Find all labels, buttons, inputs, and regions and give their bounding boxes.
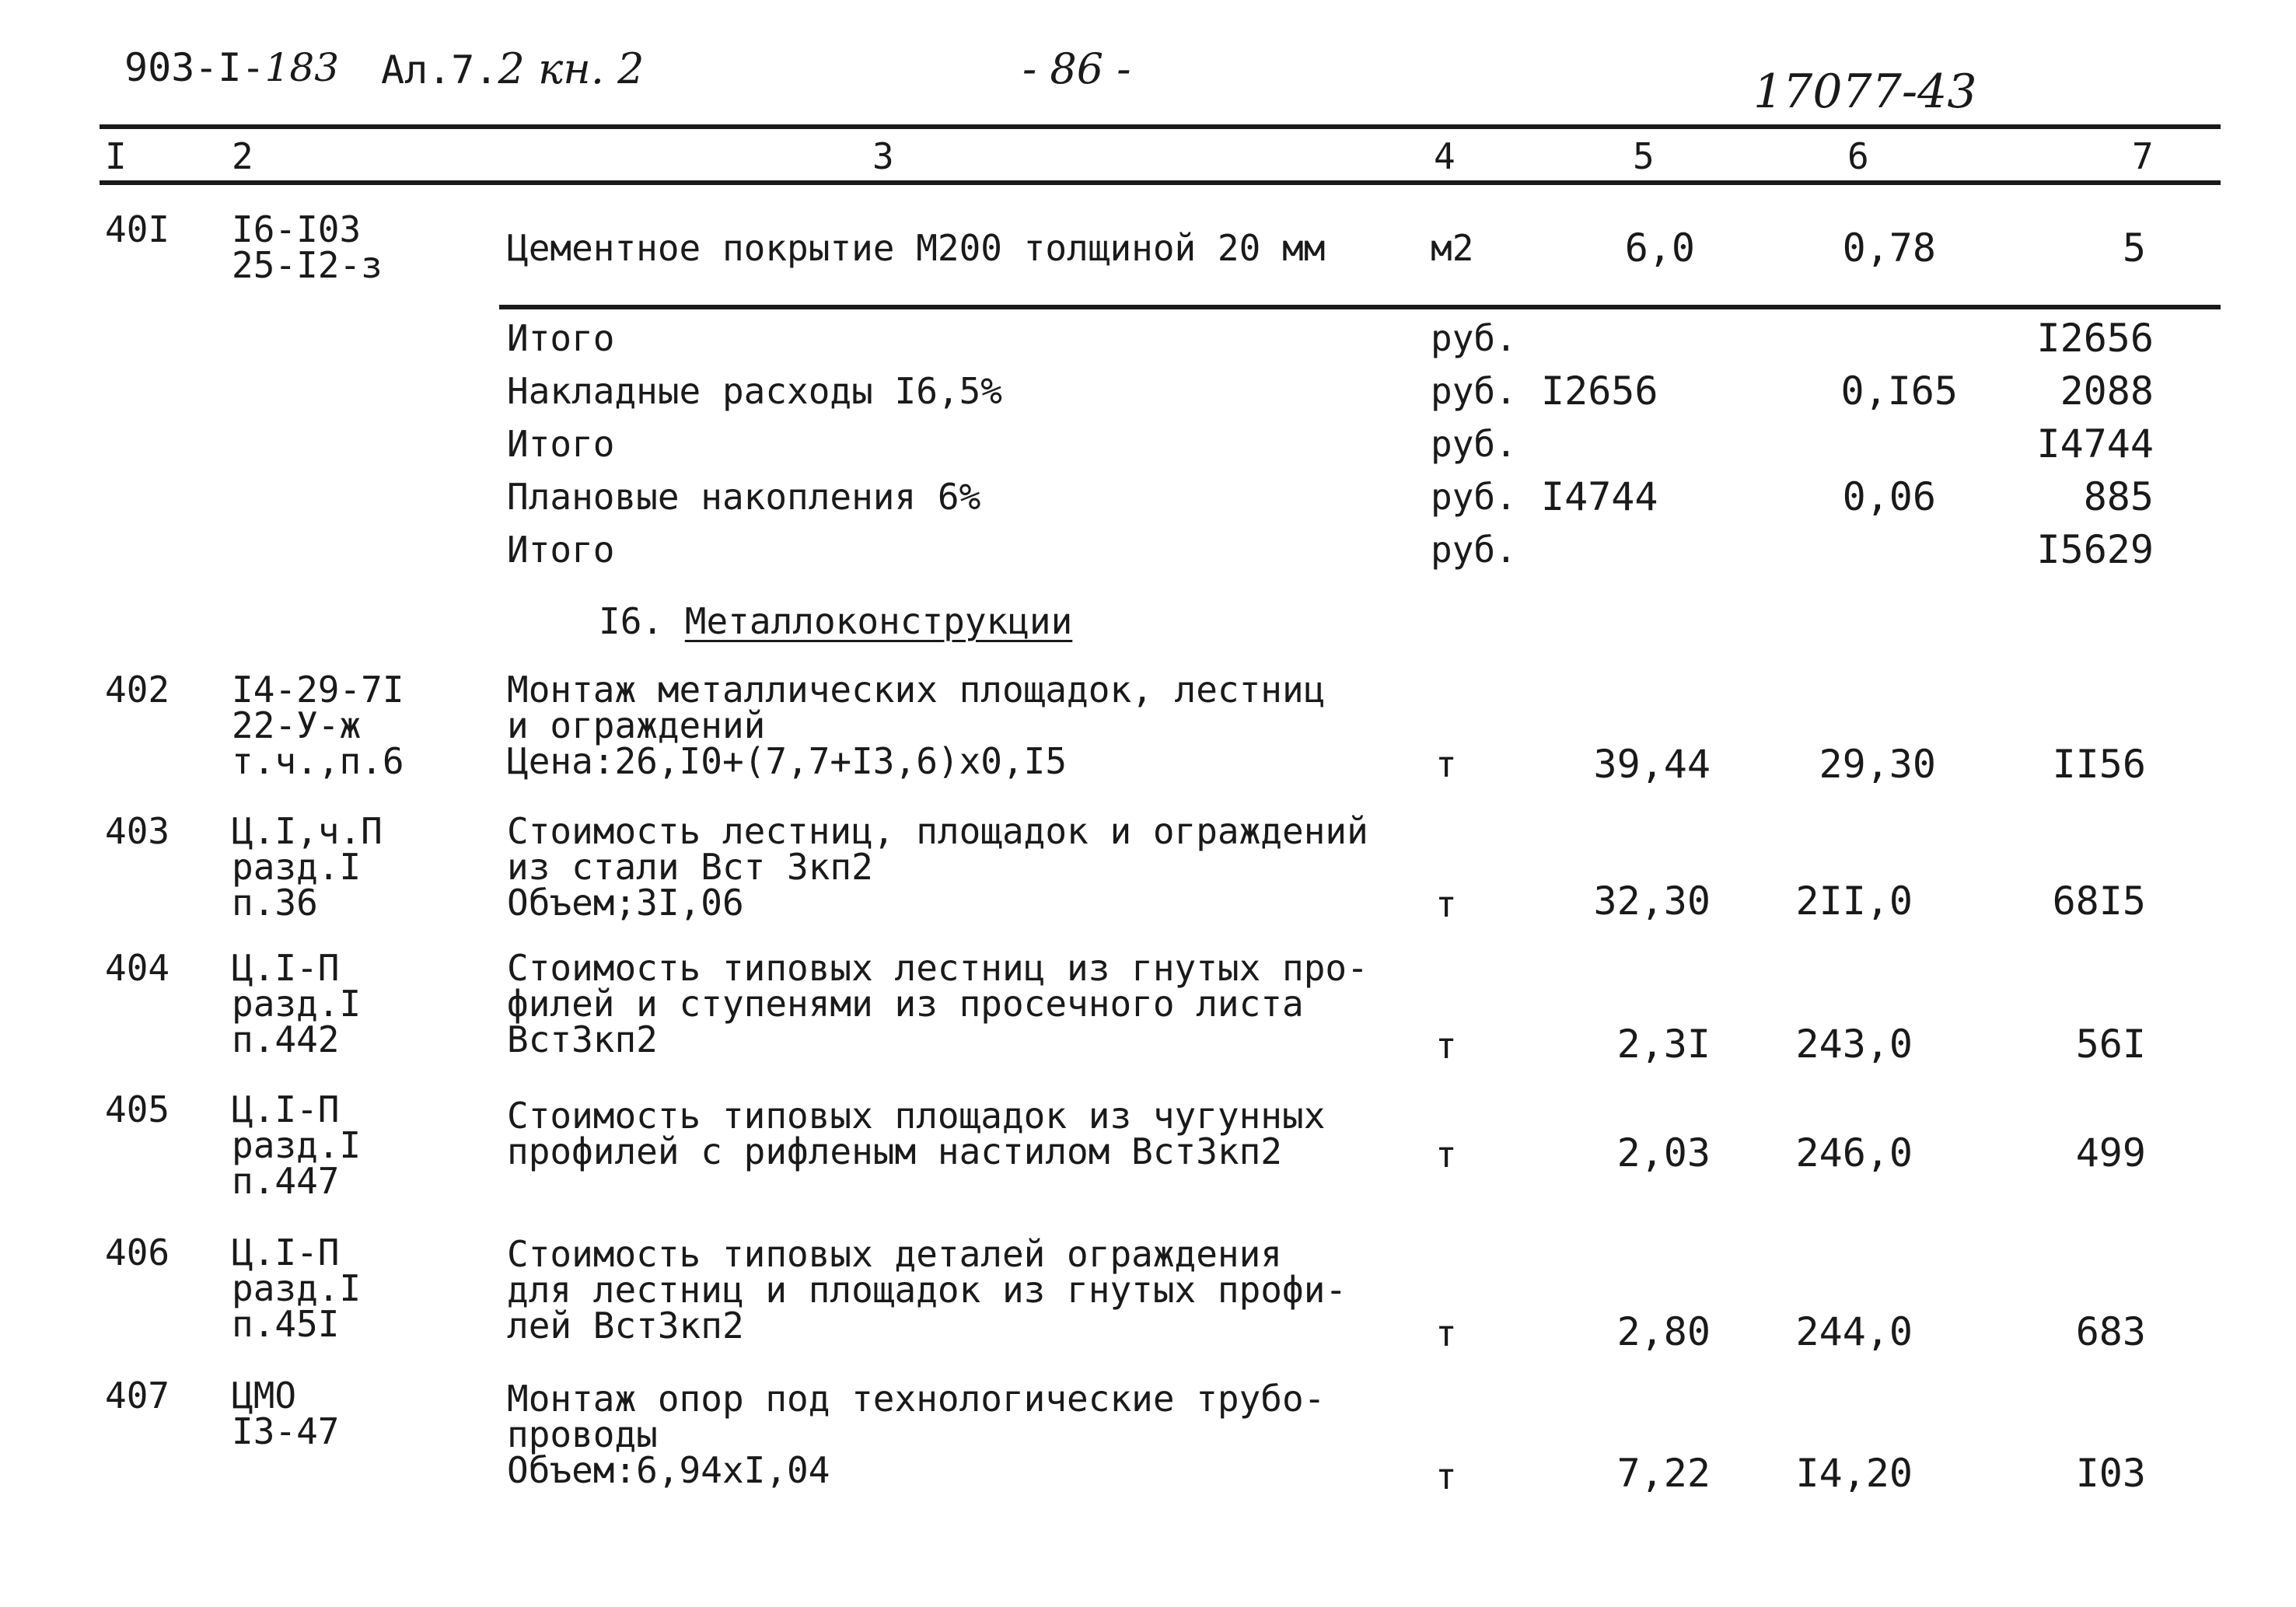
norm-code-line: 25-I2-з — [232, 244, 383, 286]
section-heading — [599, 600, 1073, 642]
norm-code-line: разд.I — [232, 1267, 362, 1309]
norm-code-line: п.36 — [232, 882, 318, 924]
unit-price: 29,30 — [1819, 742, 1936, 787]
row-number: 402 — [105, 669, 170, 711]
item-description: проводы — [507, 1413, 658, 1455]
item-description: Объем:6,94хI,04 — [507, 1449, 830, 1491]
item-description: филей и ступенями из просечного листа — [507, 983, 1304, 1025]
summary-base: I4744 — [1541, 474, 1658, 519]
summary-unit: руб. — [1431, 370, 1517, 412]
unit: т — [1435, 1312, 1457, 1354]
section-title: Металлоконструкции — [684, 600, 1073, 642]
row-number: 406 — [105, 1231, 170, 1273]
summary-total: I5629 — [2036, 527, 2154, 572]
total: 68I5 — [2052, 879, 2146, 924]
total: I03 — [2075, 1451, 2146, 1496]
summary-unit: руб. — [1431, 423, 1517, 465]
item-description: Монтаж металлических площадок, лестниц — [507, 669, 1326, 711]
col-header-2: 2 — [232, 135, 253, 177]
norm-code-line: I4-29-7I — [232, 669, 404, 711]
norm-code-line: разд.I — [232, 846, 362, 888]
summary-label: Итого — [507, 317, 615, 359]
summary-unit: руб. — [1431, 476, 1517, 518]
norm-code-line: разд.I — [232, 983, 362, 1025]
total: 56I — [2075, 1022, 2146, 1067]
norm-code-line: 22-У-ж — [232, 704, 362, 746]
unit-price: 243,0 — [1795, 1022, 1913, 1067]
unit: т — [1435, 1025, 1457, 1067]
doc-code-printed: 903-I- — [124, 45, 265, 90]
unit-price: 0,78 — [1842, 225, 1936, 271]
quantity: 6,0 — [1624, 225, 1695, 271]
total: II56 — [2052, 742, 2146, 787]
item-description: ВстЗкп2 — [507, 1018, 658, 1060]
item-description: Цементное покрытие М200 толщиной 20 мм — [507, 227, 1326, 269]
norm-code-line: I6-I03 — [232, 208, 362, 250]
norm-code-line: ЦМО — [232, 1375, 297, 1417]
header-bottom-rule — [100, 180, 2221, 185]
item-description: для лестниц и площадок из гнутых профи- — [507, 1269, 1347, 1311]
item-description: и ограждений — [507, 704, 766, 746]
unit: т — [1435, 1455, 1457, 1497]
item-description: Стоимость типовых деталей ограждения — [507, 1233, 1282, 1275]
page-number: - 86 - — [1022, 44, 1131, 93]
unit: т — [1435, 1134, 1457, 1176]
summary-rate: 0,06 — [1842, 474, 1936, 519]
item-description: Объем;3I,06 — [507, 882, 744, 924]
norm-code-line: Ц.I-П — [232, 1231, 340, 1273]
summary-rate: 0,I65 — [1840, 369, 1958, 414]
unit-price: 2II,0 — [1795, 879, 1913, 924]
item-description: Стоимость лестниц, площадок и ограждений — [507, 810, 1368, 852]
total: 499 — [2075, 1130, 2146, 1176]
row-number: 404 — [105, 947, 170, 989]
col-header-1: I — [105, 135, 127, 177]
item-description: Стоимость типовых площадок из чугунных — [507, 1095, 1326, 1137]
summary-total: 885 — [2083, 474, 2154, 519]
norm-code-line: т.ч.,п.6 — [232, 740, 404, 782]
top-rule — [100, 124, 2221, 129]
row-number: 40I — [105, 208, 170, 250]
unit: т — [1435, 883, 1457, 925]
album-handwritten: 2 кн. 2 — [498, 44, 645, 93]
section-number: I6. — [599, 600, 664, 642]
norm-code-line: п.442 — [232, 1018, 340, 1060]
quantity: 32,30 — [1593, 879, 1711, 924]
row-number: 403 — [105, 810, 170, 852]
total: 683 — [2075, 1309, 2146, 1354]
norm-code-line: п.447 — [232, 1160, 340, 1202]
norm-code-line: п.45I — [232, 1303, 340, 1345]
summary-base: I2656 — [1541, 369, 1658, 414]
quantity: 7,22 — [1616, 1451, 1711, 1496]
doc-code-handwritten: 183 — [264, 45, 340, 90]
norm-code-line: Ц.I,ч.П — [232, 810, 383, 852]
norm-code-line: разд.I — [232, 1124, 362, 1166]
col-header-4: 4 — [1434, 135, 1456, 177]
item-description: из стали Вст 3кп2 — [507, 846, 873, 888]
quantity: 39,44 — [1593, 742, 1711, 787]
album-ref — [381, 44, 645, 93]
summary-total: 2088 — [2060, 369, 2154, 414]
summary-total: I2656 — [2036, 316, 2154, 361]
item-description: профилей с рифленым настилом ВстЗкп2 — [507, 1130, 1282, 1172]
summary-label: Итого — [507, 423, 615, 465]
album-prefix: Ал.7. — [381, 47, 498, 93]
unit: м2 — [1431, 227, 1474, 269]
norm-code-line: I3-47 — [232, 1410, 340, 1452]
quantity: 2,80 — [1616, 1309, 1711, 1354]
summary-label: Накладные расходы I6,5% — [507, 370, 1002, 412]
norm-code-line: Ц.I-П — [232, 947, 340, 989]
item-description: Цена:26,I0+(7,7+I3,6)х0,I5 — [507, 740, 1068, 782]
subtotal-rule — [499, 305, 2221, 309]
unit-price: I4,20 — [1795, 1451, 1913, 1496]
norm-code-line: Ц.I-П — [232, 1088, 340, 1130]
col-header-5: 5 — [1633, 135, 1655, 177]
unit-price: 246,0 — [1795, 1130, 1913, 1176]
summary-total: I4744 — [2036, 421, 2154, 466]
quantity: 2,3I — [1616, 1022, 1711, 1067]
summary-unit: руб. — [1431, 317, 1517, 359]
item-description: Стоимость типовых лестниц из гнутых про- — [507, 947, 1368, 989]
row-number: 405 — [105, 1088, 170, 1130]
summary-label: Плановые накопления 6% — [507, 476, 981, 518]
row-number: 407 — [105, 1375, 170, 1417]
summary-label: Итого — [507, 529, 615, 571]
total: 5 — [2122, 225, 2146, 271]
col-header-7: 7 — [2132, 135, 2154, 177]
col-header-3: 3 — [872, 135, 894, 177]
col-header-6: 6 — [1847, 135, 1869, 177]
unit-price: 244,0 — [1795, 1309, 1913, 1354]
quantity: 2,03 — [1616, 1130, 1711, 1176]
item-description: лей ВстЗкп2 — [507, 1305, 744, 1347]
unit: т — [1435, 743, 1457, 785]
summary-unit: руб. — [1431, 529, 1517, 571]
item-description: Монтаж опор под технологические трубо- — [507, 1378, 1326, 1420]
doc-code — [124, 45, 340, 90]
archive-number: 17077-43 — [1753, 65, 1977, 119]
